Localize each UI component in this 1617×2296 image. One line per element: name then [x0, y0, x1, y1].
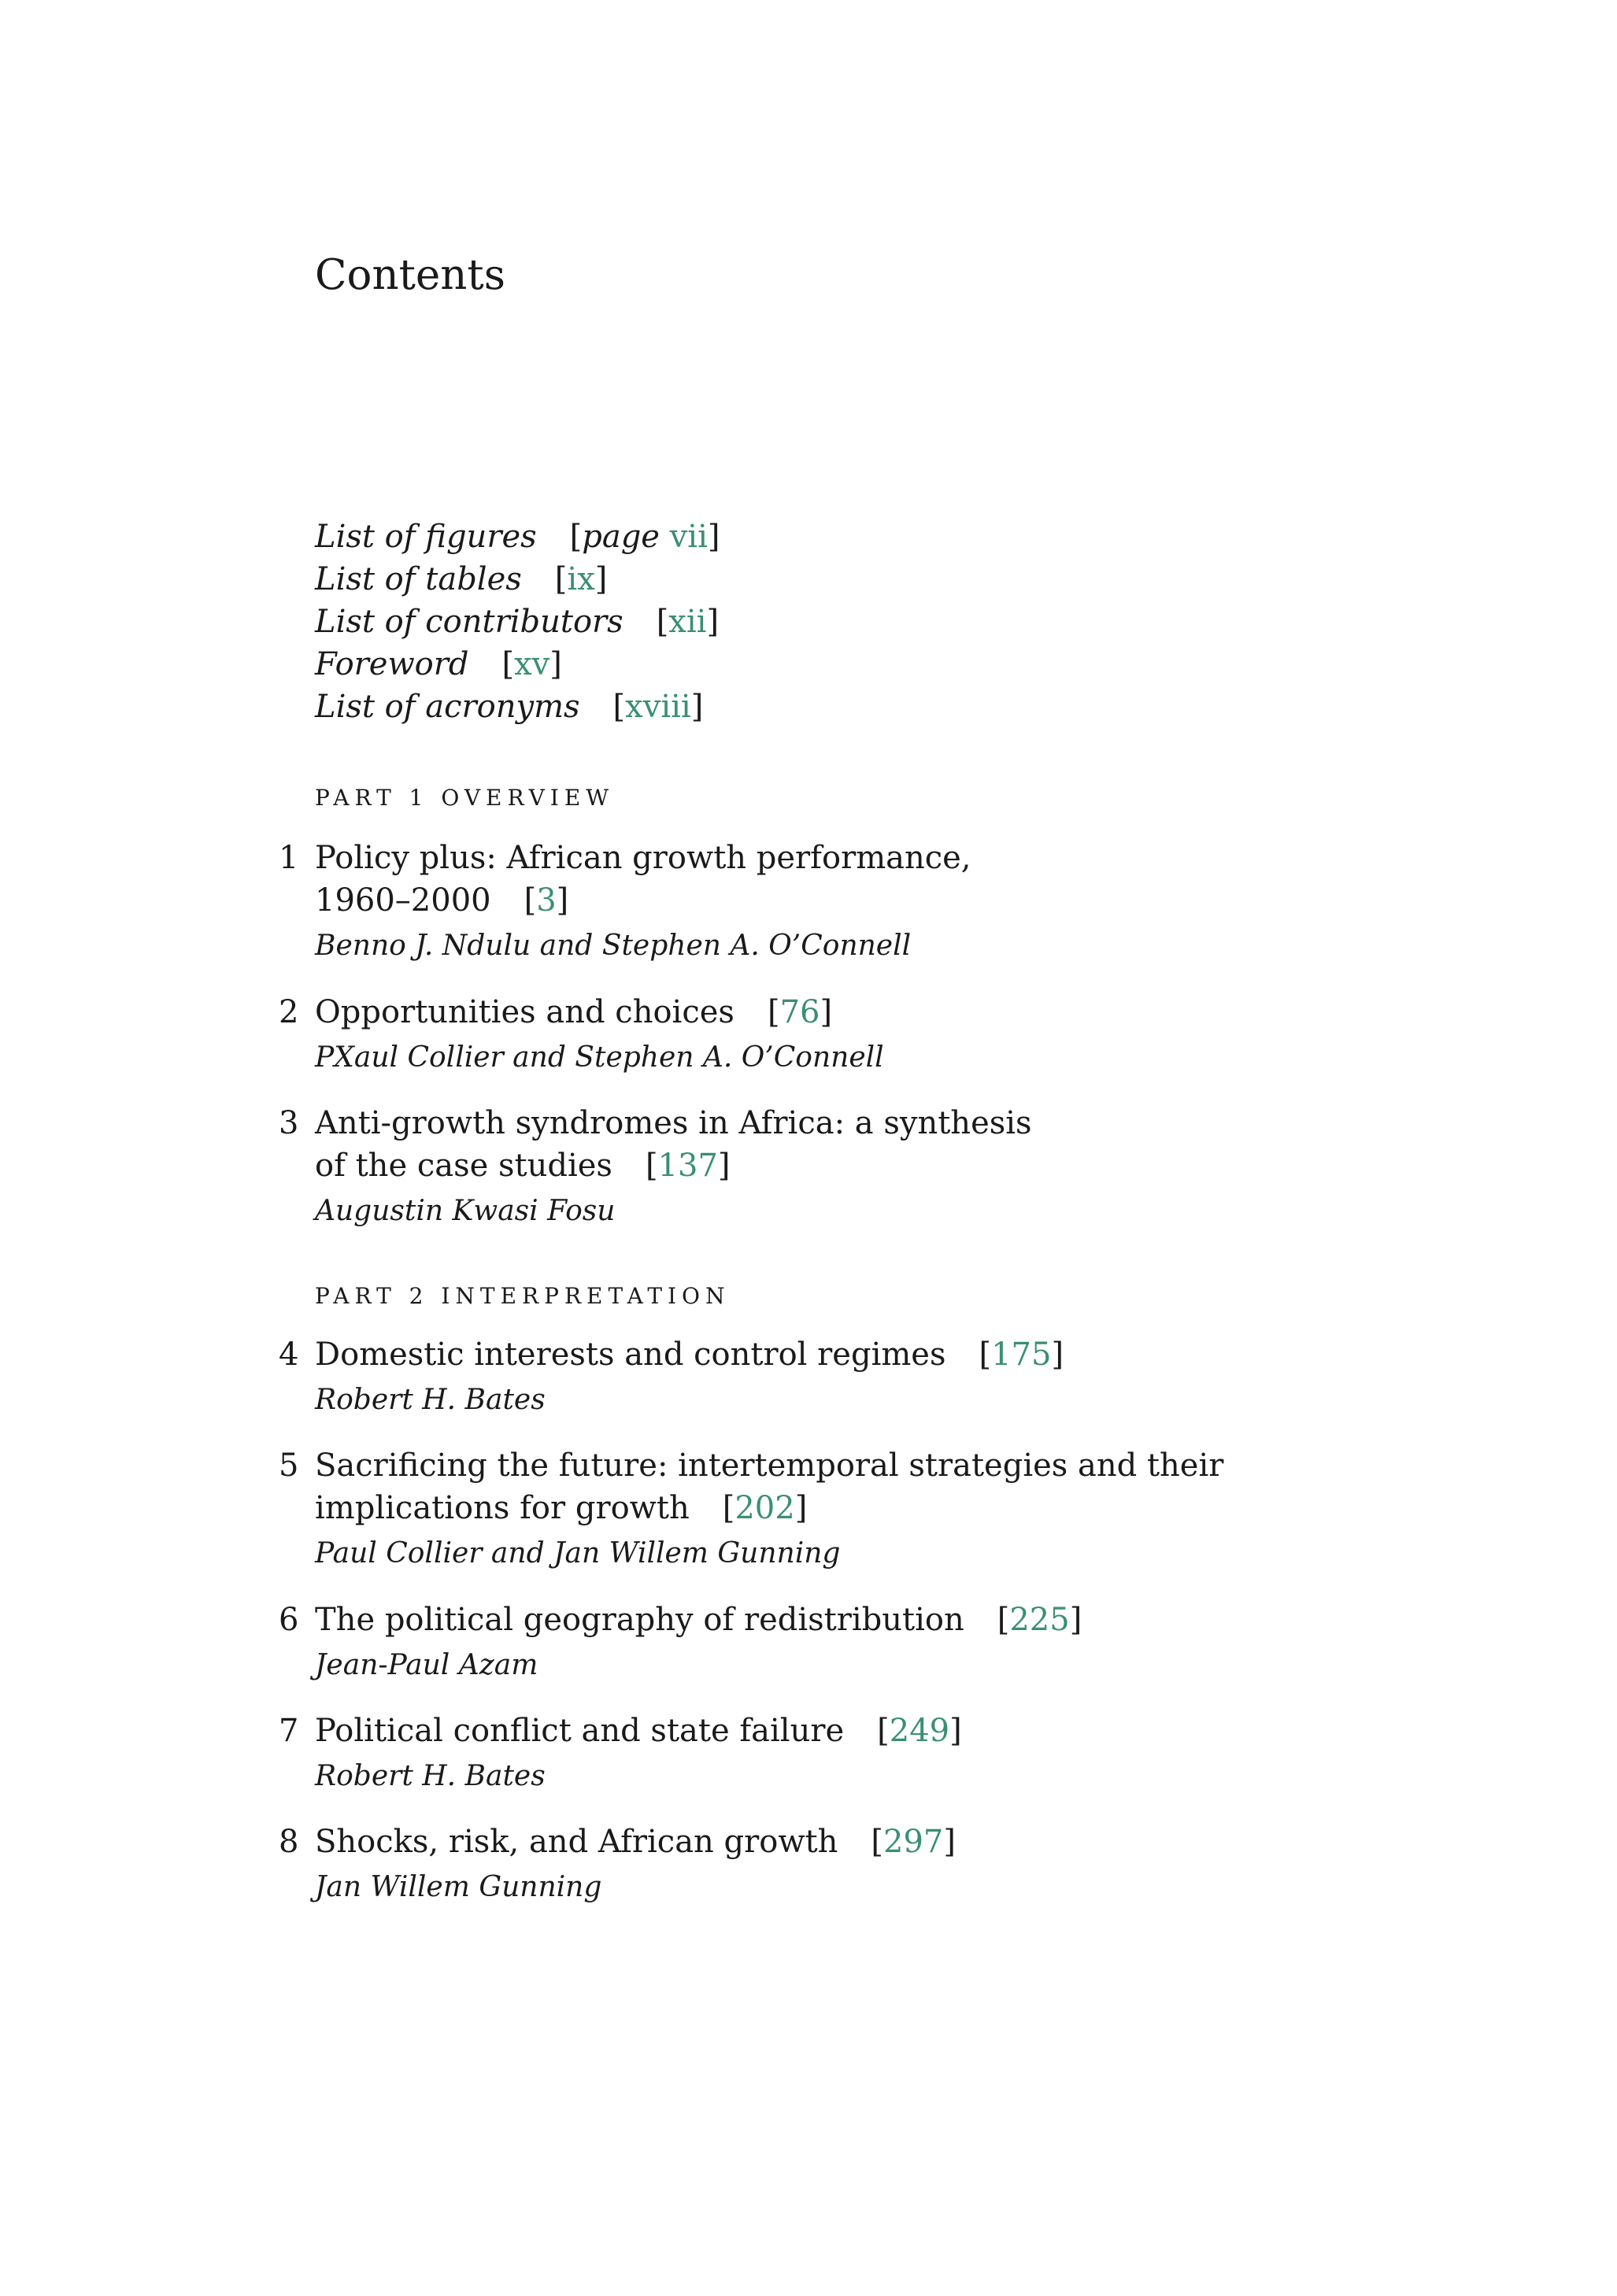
front-matter-item[interactable] [315, 643, 720, 686]
front-matter-list [315, 516, 720, 728]
chapter-page-ref: [76] [767, 994, 833, 1030]
chapter-title [315, 1102, 1417, 1187]
chapter-title-line: Shocks, risk, and African growth [315, 1824, 838, 1860]
front-matter-item[interactable] [315, 601, 720, 643]
front-matter-page-ref: [ix] [554, 561, 608, 597]
page-number[interactable]: 76 [779, 994, 820, 1030]
part-heading: PART 1 OVERVIEW [315, 785, 615, 811]
chapter-authors: Benno J. Ndulu and Stephen A. O’Connell [315, 930, 912, 962]
page-prefix: page [582, 519, 660, 555]
chapter-authors: Augustin Kwasi Fosu [315, 1195, 616, 1227]
chapter-entry[interactable] [279, 1333, 1417, 1420]
chapter-title [315, 1444, 1417, 1529]
chapter-entry[interactable] [279, 1710, 1417, 1796]
chapter-title-line: The political geography of redistribution [315, 1602, 964, 1638]
chapter-page-ref: [175] [979, 1337, 1064, 1373]
chapter-entry[interactable] [279, 1102, 1417, 1231]
front-matter-item[interactable] [315, 558, 720, 601]
front-matter-item[interactable] [315, 516, 720, 558]
chapter-title-line: Anti-growth syndromes in Africa: a synthesis [315, 1105, 1032, 1141]
chapter-title-line: Sacrificing the future: intertemporal strategies and their [315, 1447, 1224, 1484]
chapter-authors: PXaul Collier and Stephen A. O’Connell [315, 1041, 884, 1074]
chapter-page-ref: [249] [877, 1713, 962, 1749]
chapter-title-line: 1960–2000 [315, 882, 491, 919]
chapter-entry[interactable] [279, 1821, 1417, 1907]
page-number[interactable]: 137 [657, 1148, 718, 1184]
chapter-number: 8 [279, 1824, 299, 1860]
page-number[interactable]: xii [668, 604, 707, 640]
chapter-number: 7 [279, 1713, 299, 1749]
chapter-authors: Robert H. Bates [315, 1384, 546, 1416]
chapter-title-line: Domestic interests and control regimes [315, 1337, 946, 1373]
chapter-title [315, 837, 1417, 922]
chapter-title-line: Opportunities and choices [315, 994, 734, 1030]
chapter-number: 4 [279, 1337, 299, 1373]
chapter-page-ref: [225] [997, 1602, 1082, 1638]
page-number[interactable]: vii [669, 519, 708, 555]
chapter-title [315, 991, 1417, 1033]
page-number[interactable]: 249 [889, 1713, 950, 1749]
front-matter-label: List of tables [315, 561, 522, 597]
page-number[interactable]: ix [567, 561, 595, 597]
chapter-authors: Robert H. Bates [315, 1760, 546, 1792]
chapter-title [315, 1333, 1417, 1376]
part-heading: PART 2 INTERPRETATION [315, 1283, 731, 1309]
front-matter-page-ref: [xviii] [612, 689, 704, 725]
chapter-page-ref: [137] [645, 1148, 731, 1184]
chapter-page-ref: [202] [722, 1490, 808, 1526]
chapter-number: 1 [279, 840, 299, 876]
chapter-number: 5 [279, 1447, 299, 1484]
chapter-title [315, 1599, 1417, 1641]
page-title: Contents [315, 251, 505, 299]
chapter-authors: Jean-Paul Azam [315, 1649, 538, 1681]
chapter-entry[interactable] [279, 1599, 1417, 1685]
chapter-title [315, 1710, 1417, 1752]
chapter-title-line: implications for growth [315, 1490, 690, 1526]
chapter-number: 6 [279, 1602, 299, 1638]
page-number[interactable]: 202 [734, 1490, 795, 1526]
front-matter-label: List of acronyms [315, 689, 580, 725]
chapter-number: 2 [279, 994, 299, 1030]
front-matter-item[interactable] [315, 686, 720, 728]
chapter-page-ref: [297] [871, 1824, 956, 1860]
front-matter-page-ref: [xii] [656, 604, 720, 640]
front-matter-label: List of figures [315, 519, 537, 555]
chapter-entry[interactable] [279, 1444, 1417, 1573]
page-number[interactable]: 3 [536, 882, 557, 919]
chapter-entry[interactable] [279, 837, 1417, 966]
chapter-number: 3 [279, 1105, 299, 1141]
front-matter-label: Foreword [315, 646, 469, 682]
chapter-title-line: Political conflict and state failure [315, 1713, 845, 1749]
chapter-title-line: Policy plus: African growth performance, [315, 840, 971, 876]
chapter-page-ref: [3] [524, 882, 569, 919]
front-matter-page-ref: [xv] [501, 646, 562, 682]
page-number[interactable]: 175 [991, 1337, 1052, 1373]
chapter-title-line: of the case studies [315, 1148, 612, 1184]
chapter-authors: Paul Collier and Jan Willem Gunning [315, 1537, 841, 1569]
page-number[interactable]: xviii [625, 689, 691, 725]
front-matter-page-ref: [page vii] [569, 519, 720, 555]
page-number[interactable]: 225 [1009, 1602, 1070, 1638]
page-number[interactable]: xv [514, 646, 550, 682]
page-number[interactable]: 297 [883, 1824, 944, 1860]
chapter-entry[interactable] [279, 991, 1417, 1078]
chapter-title [315, 1821, 1417, 1863]
chapter-authors: Jan Willem Gunning [315, 1871, 602, 1903]
front-matter-label: List of contributors [315, 604, 623, 640]
